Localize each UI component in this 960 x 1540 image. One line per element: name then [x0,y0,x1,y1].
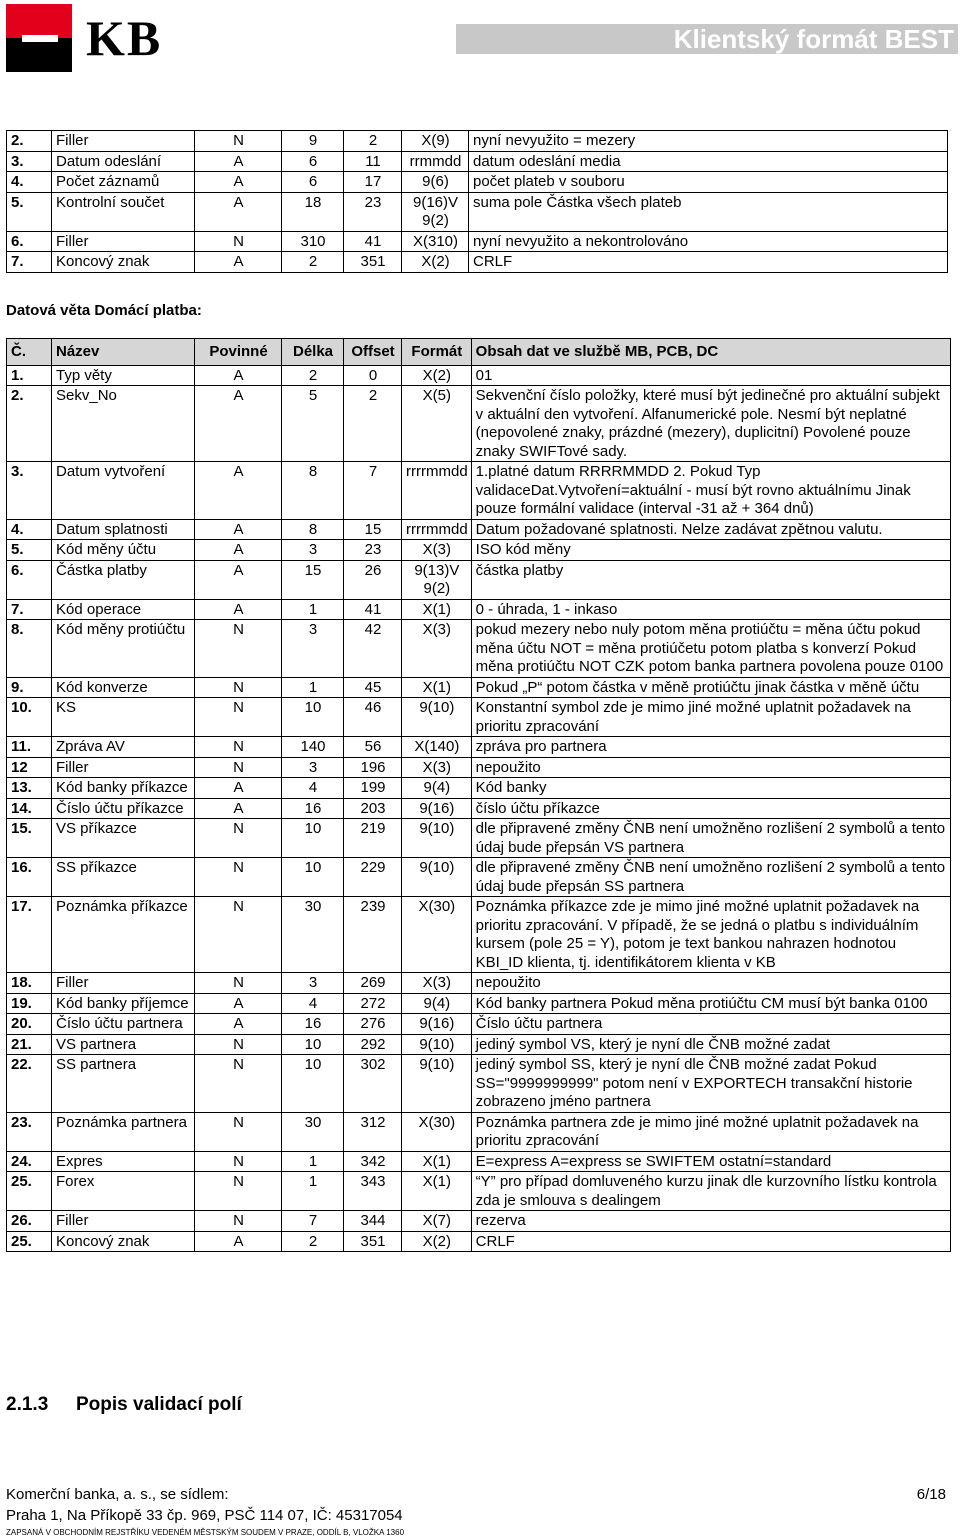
required-flag: A [195,151,282,172]
field-length: 18 [282,192,344,231]
field-offset: 11 [344,151,402,172]
field-description: suma pole Částka všech plateb [469,192,948,231]
field-description: rezerva [471,1211,950,1232]
field-name: Datum vytvoření [52,462,195,520]
field-description: Pokud „P“ potom částka v měně protiúčtu jinak částka v měně účtu [471,677,950,698]
field-length: 6 [282,151,344,172]
required-flag: N [195,1112,282,1151]
row-number: 8. [7,620,52,678]
field-format: 9(10) [402,698,472,737]
field-length: 4 [282,778,344,799]
logo-red-block [6,4,72,38]
field-name: Sekv_No [52,386,195,462]
field-offset: 203 [344,798,402,819]
field-format: X(1) [402,599,472,620]
field-length: 2 [282,252,344,273]
required-flag: A [195,192,282,231]
field-description: 0 - úhrada, 1 - inkaso [471,599,950,620]
kb-logo [6,4,196,72]
field-description: dle připravené změny ČNB není umožněno rozlišení 2 symbolů a tento údaj bude přepsán SS partnera [471,858,950,897]
field-offset: 302 [344,1055,402,1113]
field-name: VS příkazce [52,819,195,858]
field-description: pokud mezery nebo nuly potom měna protiúčtu = měna účtu pokud měna účtu NOT = měna protiúčetu potom platba s konverzí Pokud měna protiúčtu NOT CZK potom banka partnera povolena pouze 0100 [471,620,950,678]
footer-registry: ZAPSANÁ V OBCHODNÍM REJSTŘÍKU VEDENÉM MĚSTSKÝM SOUDEM V PRAZE, ODDÍL B, VLOŽKA 1360 [6,1528,405,1537]
required-flag: N [195,677,282,698]
table-row [7,677,951,698]
row-number: 25. [7,1231,52,1252]
field-format: X(30) [402,897,472,973]
field-name: Typ věty [52,365,195,386]
field-offset: 276 [344,1014,402,1035]
field-name: Filler [52,231,195,252]
field-name: Poznámka příkazce [52,897,195,973]
required-flag: N [195,698,282,737]
field-format: 9(6) [402,172,469,193]
table-row [7,231,948,252]
field-offset: 199 [344,778,402,799]
field-description: CRLF [471,1231,950,1252]
table-row [7,698,951,737]
field-name: Datum splatnosti [52,519,195,540]
row-number: 5. [7,192,52,231]
required-flag: A [195,560,282,599]
col-header-no: Č. [7,339,52,366]
row-number: 14. [7,798,52,819]
field-description: jediný symbol VS, který je nyní dle ČNB možné zadat [471,1034,950,1055]
required-flag: N [195,897,282,973]
field-name: Koncový znak [52,1231,195,1252]
field-length: 3 [282,757,344,778]
row-number: 7. [7,252,52,273]
section-title: Datová věta Domácí platba: [6,302,202,319]
row-number: 1. [7,365,52,386]
row-number: 16. [7,858,52,897]
field-offset: 41 [344,599,402,620]
field-length: 16 [282,1014,344,1035]
table-row [7,1172,951,1211]
row-number: 17. [7,897,52,973]
row-number: 6. [7,231,52,252]
field-length: 10 [282,1055,344,1113]
field-format: X(2) [402,252,469,273]
field-format: rrrrmmdd [402,462,472,520]
field-format: X(30) [402,1112,472,1151]
table-row [7,172,948,193]
field-description: datum odeslání media [469,151,948,172]
row-number: 2. [7,386,52,462]
field-length: 3 [282,540,344,561]
table-row [7,858,951,897]
row-number: 18. [7,973,52,994]
field-format: X(3) [402,620,472,678]
field-length: 7 [282,1211,344,1232]
field-length: 8 [282,519,344,540]
table-row [7,1211,951,1232]
table-row [7,973,951,994]
field-format: X(310) [402,231,469,252]
field-length: 10 [282,698,344,737]
field-name: Kontrolní součet [52,192,195,231]
field-description: Datum požadované splatnosti. Nelze zadávat zpětnou valutu. [471,519,950,540]
field-format: X(9) [402,131,469,152]
field-description: Kód banky partnera Pokud měna protiúčtu CM musí být banka 0100 [471,993,950,1014]
field-name: Filler [52,973,195,994]
required-flag: N [195,131,282,152]
required-flag: A [195,172,282,193]
required-flag: N [195,1172,282,1211]
row-number: 20. [7,1014,52,1035]
field-format: X(1) [402,1151,472,1172]
required-flag: A [195,993,282,1014]
field-description: ISO kód měny [471,540,950,561]
field-offset: 23 [344,540,402,561]
row-number: 13. [7,778,52,799]
table-row [7,519,951,540]
section-heading [6,1394,242,1416]
table-row [7,757,951,778]
field-format: 9(16) [402,1014,472,1035]
field-offset: 7 [344,462,402,520]
table-row [7,599,951,620]
table-row [7,386,951,462]
field-offset: 46 [344,698,402,737]
required-flag: A [195,252,282,273]
logo-black-block [6,38,72,72]
field-offset: 41 [344,231,402,252]
field-offset: 42 [344,620,402,678]
field-name: Částka platby [52,560,195,599]
table-row [7,798,951,819]
table-row [7,778,951,799]
field-name: Filler [52,757,195,778]
field-format: X(1) [402,1172,472,1211]
header-bar [456,24,958,54]
field-length: 1 [282,599,344,620]
field-offset: 239 [344,897,402,973]
field-length: 5 [282,386,344,462]
required-flag: A [195,365,282,386]
field-offset: 351 [344,1231,402,1252]
required-flag: N [195,858,282,897]
field-format: 9(16)V 9(2) [402,192,469,231]
field-name: Datum odeslání [52,151,195,172]
field-format: 9(13)V 9(2) [402,560,472,599]
logo-text: KB [86,10,163,66]
field-offset: 343 [344,1172,402,1211]
table-row [7,897,951,973]
required-flag: N [195,620,282,678]
field-description: Sekvenční číslo položky, které musí být jedinečné pro aktuální subjekt v aktuální den vytvoření. Alfanumerické pole. Nesmí být neplatné (nepovolené znaky, prázdné (mezery), duplicitní) Povolené pouze znaky SWIFTové sady. [471,386,950,462]
field-name: Číslo účtu partnera [52,1014,195,1035]
field-description: “Y” pro případ domluveného kurzu jinak dle kurzovního lístku kontrola zda je smlouva s dealingem [471,1172,950,1211]
required-flag: N [195,973,282,994]
field-name: Zpráva AV [52,737,195,758]
field-length: 4 [282,993,344,1014]
required-flag: A [195,540,282,561]
field-name: Forex [52,1172,195,1211]
field-offset: 351 [344,252,402,273]
field-length: 3 [282,620,344,678]
table-row [7,1055,951,1113]
field-description: Konstantní symbol zde je mimo jiné možné uplatnit požadavek na prioritu zpracování [471,698,950,737]
field-length: 15 [282,560,344,599]
field-description: nepoužito [471,757,950,778]
col-header-offset: Offset [344,339,402,366]
row-number: 6. [7,560,52,599]
required-flag: A [195,1014,282,1035]
field-length: 2 [282,365,344,386]
required-flag: A [195,599,282,620]
field-length: 16 [282,798,344,819]
required-flag: N [195,1151,282,1172]
field-description: Číslo účtu partnera [471,1014,950,1035]
field-name: Filler [52,131,195,152]
field-name: Kód operace [52,599,195,620]
field-length: 140 [282,737,344,758]
field-format: 9(10) [402,858,472,897]
field-format: X(2) [402,1231,472,1252]
field-offset: 45 [344,677,402,698]
field-length: 30 [282,1112,344,1151]
required-flag: N [195,737,282,758]
field-name: Číslo účtu příkazce [52,798,195,819]
footer-company: Komerční banka, a. s., se sídlem: [6,1486,229,1503]
field-length: 10 [282,1034,344,1055]
required-flag: A [195,798,282,819]
page-number: 6/18 [916,1486,946,1503]
field-description: Kód banky [471,778,950,799]
field-name: VS partnera [52,1034,195,1055]
field-offset: 342 [344,1151,402,1172]
field-offset: 2 [344,131,402,152]
row-number: 22. [7,1055,52,1113]
field-name: Poznámka partnera [52,1112,195,1151]
table-row [7,1112,951,1151]
field-name: SS příkazce [52,858,195,897]
field-offset: 15 [344,519,402,540]
field-description: nyní nevyužito = mezery [469,131,948,152]
field-length: 1 [282,1172,344,1211]
field-offset: 269 [344,973,402,994]
row-number: 9. [7,677,52,698]
field-length: 3 [282,973,344,994]
table-row [7,620,951,678]
row-number: 19. [7,993,52,1014]
field-length: 10 [282,858,344,897]
field-format: 9(10) [402,1055,472,1113]
table-row [7,151,948,172]
field-name: KS [52,698,195,737]
field-name: SS partnera [52,1055,195,1113]
required-flag: N [195,757,282,778]
section-heading-text: Popis validací polí [76,1394,242,1415]
row-number: 25. [7,1172,52,1211]
row-number: 3. [7,151,52,172]
row-number: 10. [7,698,52,737]
field-name: Počet záznamů [52,172,195,193]
field-format: X(1) [402,677,472,698]
row-number: 24. [7,1151,52,1172]
row-number: 5. [7,540,52,561]
field-length: 6 [282,172,344,193]
required-flag: N [195,1055,282,1113]
field-offset: 344 [344,1211,402,1232]
col-header-length: Délka [282,339,344,366]
table-row [7,737,951,758]
table-row [7,365,951,386]
col-header-required: Povinné [195,339,282,366]
field-length: 10 [282,819,344,858]
required-flag: A [195,1231,282,1252]
field-offset: 56 [344,737,402,758]
field-name: Kód měny účtu [52,540,195,561]
field-description: nepoužito [471,973,950,994]
field-format: rrmmdd [402,151,469,172]
field-offset: 26 [344,560,402,599]
section-number: 2.1.3 [6,1394,49,1415]
required-flag: N [195,231,282,252]
required-flag: A [195,778,282,799]
domestic-payment-table [6,338,951,1252]
field-offset: 196 [344,757,402,778]
field-format: X(3) [402,973,472,994]
field-name: Kód banky příjemce [52,993,195,1014]
table-row [7,192,948,231]
table-row [7,540,951,561]
field-name: Koncový znak [52,252,195,273]
field-description: nyní nevyužito a nekontrolováno [469,231,948,252]
field-description: Poznámka příkazce zde je mimo jiné možné uplatnit požadavek na prioritu zpracování. V případě, že se jedná o platbu s individuálním kursem (pole 25 = Y), potom je text bankou nahrazen hodnotou KBI_ID klienta, tj. identifikátorem klienta v KB [471,897,950,973]
required-flag: N [195,1034,282,1055]
table-row [7,1151,951,1172]
row-number: 4. [7,172,52,193]
row-number: 2. [7,131,52,152]
field-description: dle připravené změny ČNB není umožněno rozlišení 2 symbolů a tento údaj bude přepsán VS partnera [471,819,950,858]
field-offset: 17 [344,172,402,193]
row-number: 4. [7,519,52,540]
field-offset: 0 [344,365,402,386]
field-description: jediný symbol SS, který je nyní dle ČNB možné zadat Pokud SS="9999999999" potom není v EXPORTECH transakční historie zobrazeno jméno partnera [471,1055,950,1113]
field-format: X(3) [402,540,472,561]
field-description: 01 [471,365,950,386]
field-description: počet plateb v souboru [469,172,948,193]
field-length: 9 [282,131,344,152]
field-format: X(7) [402,1211,472,1232]
table-header-row [7,339,951,366]
field-offset: 292 [344,1034,402,1055]
field-description: Poznámka partnera zde je mimo jiné možné uplatnit požadavek na prioritu zpracování [471,1112,950,1151]
row-number: 11. [7,737,52,758]
field-length: 1 [282,1151,344,1172]
required-flag: N [195,819,282,858]
table-row [7,560,951,599]
field-format: 9(10) [402,1034,472,1055]
field-description: číslo účtu příkazce [471,798,950,819]
field-offset: 229 [344,858,402,897]
row-number: 12 [7,757,52,778]
field-format: X(140) [402,737,472,758]
field-format: rrrrmmdd [402,519,472,540]
field-offset: 2 [344,386,402,462]
table-row [7,993,951,1014]
table-row [7,1231,951,1252]
header-record-table [6,130,948,273]
field-format: 9(16) [402,798,472,819]
footer-address: Praha 1, Na Příkopě 33 čp. 969, PSČ 114 07, IČ: 45317054 [6,1507,403,1524]
table-row [7,462,951,520]
field-format: 9(10) [402,819,472,858]
required-flag: A [195,462,282,520]
field-format: 9(4) [402,778,472,799]
field-description: E=express A=express se SWIFTEM ostatní=standard [471,1151,950,1172]
field-description: částka platby [471,560,950,599]
field-format: X(3) [402,757,472,778]
col-header-name: Název [52,339,195,366]
field-format: X(5) [402,386,472,462]
required-flag: N [195,1211,282,1232]
field-name: Expres [52,1151,195,1172]
field-length: 310 [282,231,344,252]
row-number: 15. [7,819,52,858]
col-header-format: Formát [402,339,472,366]
table-row [7,1034,951,1055]
field-length: 1 [282,677,344,698]
field-length: 2 [282,1231,344,1252]
col-header-content: Obsah dat ve službě MB, PCB, DC [471,339,950,366]
field-name: Filler [52,1211,195,1232]
row-number: 26. [7,1211,52,1232]
row-number: 21. [7,1034,52,1055]
logo-white-bar [22,35,58,42]
row-number: 7. [7,599,52,620]
field-offset: 219 [344,819,402,858]
field-name: Kód banky příkazce [52,778,195,799]
field-format: X(2) [402,365,472,386]
field-offset: 23 [344,192,402,231]
row-number: 3. [7,462,52,520]
field-format: 9(4) [402,993,472,1014]
table-row [7,131,948,152]
page-title: Klientský formát BEST [673,24,954,54]
field-length: 8 [282,462,344,520]
field-offset: 312 [344,1112,402,1151]
field-description: 1.platné datum RRRRMMDD 2. Pokud Typ validaceDat.Vytvoření=aktuální - musí být rovno aktuálnímu Jinak pouze formální validace (interval -31 až + 364 dnů) [471,462,950,520]
field-name: Kód konverze [52,677,195,698]
table-row [7,1014,951,1035]
field-name: Kód měny protiúčtu [52,620,195,678]
required-flag: A [195,386,282,462]
row-number: 23. [7,1112,52,1151]
field-description: zpráva pro partnera [471,737,950,758]
field-offset: 272 [344,993,402,1014]
field-length: 30 [282,897,344,973]
field-description: CRLF [469,252,948,273]
table-row [7,819,951,858]
required-flag: A [195,519,282,540]
table-row [7,252,948,273]
